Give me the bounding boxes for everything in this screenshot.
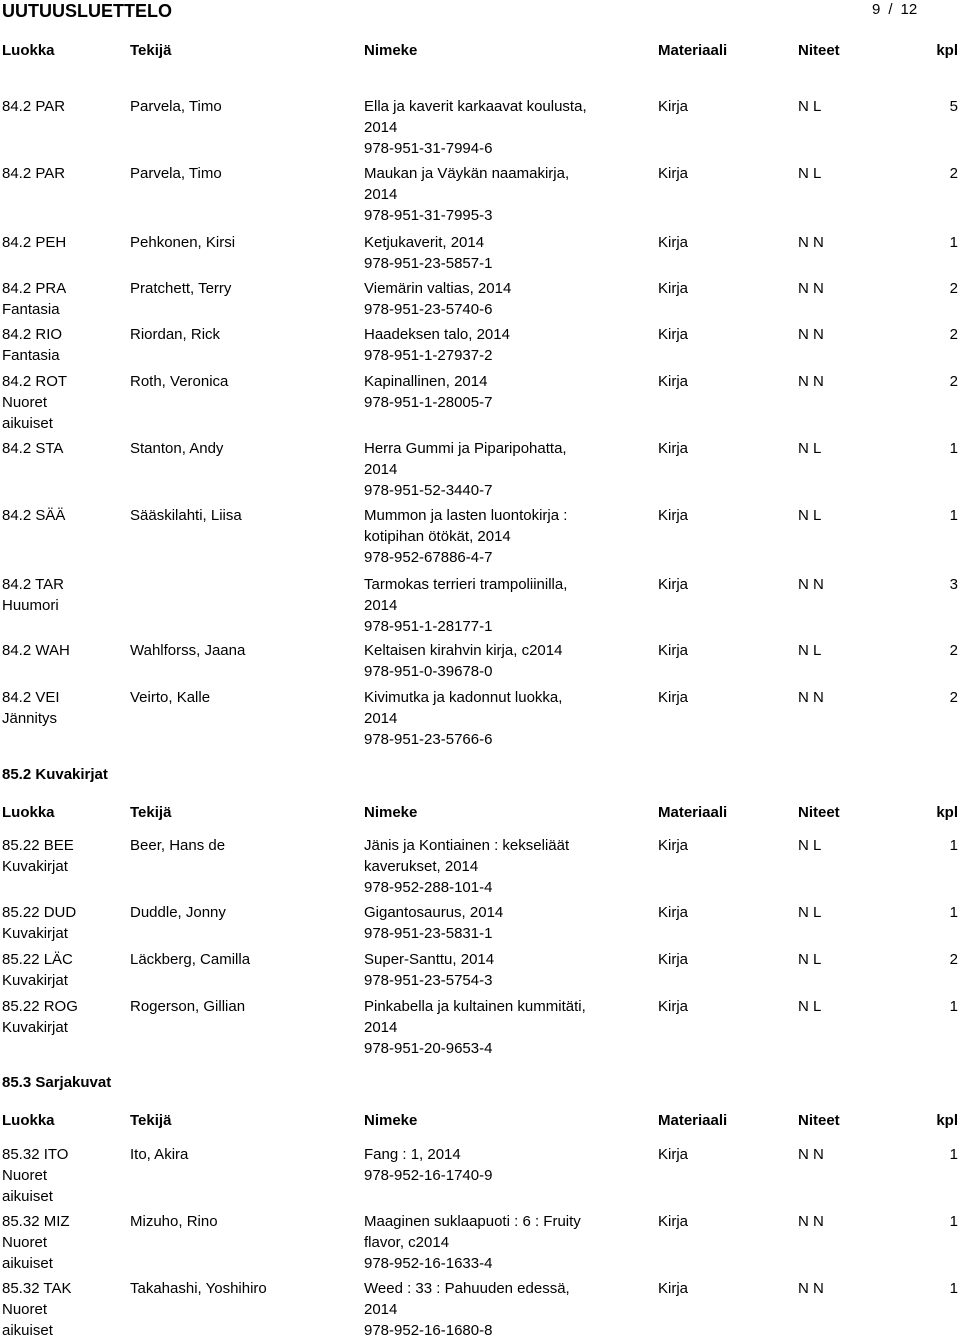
cell-nimeke-line: 978-951-31-7994-6 (364, 140, 493, 157)
cell-kpl: 2 (949, 689, 958, 706)
cell-luokka-line: Nuoret (2, 1301, 48, 1318)
cell-luokka-line: 85.22 ROG (2, 998, 78, 1015)
cell-nimeke (364, 949, 494, 991)
cell-luokka-line: Fantasia (2, 301, 60, 318)
cell-nimeke-line: Super-Santtu, 2014 (364, 951, 495, 968)
cell-luokka (2, 278, 66, 320)
cell-nimeke-line: Ella ja kaverit karkaavat koulusta, (364, 98, 587, 115)
cell-materiaali: Kirja (658, 1280, 689, 1297)
cell-luokka-line: Nuoret (2, 1234, 48, 1251)
section-heading: 85.3 Sarjakuvat (2, 1074, 112, 1091)
cell-materiaali: Kirja (658, 98, 689, 115)
cell-tekija: Pratchett, Terry (130, 280, 232, 297)
cell-luokka (2, 324, 62, 366)
cell-tekija: Takahashi, Yoshihiro (130, 1280, 267, 1297)
cell-luokka-line: 84.2 ROT (2, 373, 68, 390)
cell-nimeke (364, 438, 567, 501)
cell-nimeke (364, 232, 492, 274)
cell-nimeke-line: 978-951-23-5857-1 (364, 255, 493, 272)
cell-nimeke-line: 978-952-16-1740-9 (364, 1167, 493, 1184)
cell-luokka-line: Kuvakirjat (2, 1019, 68, 1036)
cell-luokka-line: 84.2 RIO (2, 326, 63, 343)
cell-nimeke-line: 2014 (364, 461, 398, 478)
cell-luokka-line: Huumori (2, 597, 59, 614)
column-header-niteet: Niteet (798, 1112, 840, 1129)
cell-nimeke-line: 2014 (364, 597, 398, 614)
cell-nimeke (364, 1278, 570, 1341)
cell-nimeke-line: kotipihan ötökät, 2014 (364, 528, 511, 545)
cell-luokka-line: 84.2 WAH (2, 642, 70, 659)
column-header-kpl: kpl (936, 1112, 958, 1129)
cell-luokka-line: aikuiset (2, 1255, 53, 1272)
cell-tekija: Wahlforss, Jaana (130, 642, 246, 659)
cell-nimeke-line: 978-951-20-9653-4 (364, 1040, 493, 1057)
cell-niteet: N N (798, 1213, 824, 1230)
cell-kpl: 1 (949, 1146, 958, 1163)
cell-luokka-line: 85.32 TAK (2, 1280, 72, 1297)
cell-kpl: 1 (949, 507, 958, 524)
column-header-tekija: Tekijä (130, 1112, 172, 1129)
cell-luokka (2, 996, 78, 1038)
cell-nimeke-line: Kapinallinen, 2014 (364, 373, 488, 390)
cell-nimeke-line: Keltaisen kirahvin kirja, c2014 (364, 642, 563, 659)
column-header-nimeke: Nimeke (364, 1112, 418, 1129)
cell-materiaali: Kirja (658, 280, 689, 297)
cell-materiaali: Kirja (658, 234, 689, 251)
cell-nimeke (364, 278, 511, 320)
cell-nimeke-line: kaverukset, 2014 (364, 858, 479, 875)
cell-nimeke (364, 96, 587, 159)
cell-nimeke-line: 978-952-16-1633-4 (364, 1255, 493, 1272)
cell-kpl: 1 (949, 904, 958, 921)
cell-kpl: 1 (949, 234, 958, 251)
cell-nimeke-line: 978-951-23-5831-1 (364, 925, 493, 942)
current-page: 9 (872, 1, 881, 18)
cell-luokka (2, 505, 65, 526)
cell-nimeke-line: 978-951-1-27937-2 (364, 347, 493, 364)
cell-tekija: Beer, Hans de (130, 837, 226, 854)
cell-niteet: N L (798, 904, 822, 921)
cell-niteet: N L (798, 98, 822, 115)
cell-luokka-line: 85.22 BEE (2, 837, 74, 854)
cell-luokka (2, 835, 74, 877)
column-header-niteet: Niteet (798, 804, 840, 821)
cell-niteet: N N (798, 373, 824, 390)
cell-nimeke-line: Weed : 33 : Pahuuden edessä, (364, 1280, 570, 1297)
cell-nimeke-line: 978-951-23-5740-6 (364, 301, 493, 318)
cell-tekija: Parvela, Timo (130, 165, 222, 182)
cell-niteet: N L (798, 998, 822, 1015)
total-pages: 12 (900, 1, 918, 18)
document-title: UUTUUSLUETTELO (2, 1, 172, 21)
cell-kpl: 2 (949, 951, 958, 968)
cell-materiaali: Kirja (658, 1146, 689, 1163)
cell-nimeke-line: 978-951-31-7995-3 (364, 207, 493, 224)
cell-luokka-line: 84.2 PAR (2, 165, 66, 182)
cell-luokka-line: Nuoret (2, 394, 48, 411)
cell-nimeke-line: Tarmokas terrieri trampoliinilla, (364, 576, 568, 593)
cell-kpl: 1 (949, 837, 958, 854)
column-header-materiaali: Materiaali (658, 804, 728, 821)
cell-luokka-line: aikuiset (2, 1188, 53, 1205)
column-header-row (0, 40, 960, 60)
cell-tekija: Stanton, Andy (130, 440, 224, 457)
cell-luokka-line: 84.2 TAR (2, 576, 64, 593)
cell-luokka (2, 438, 63, 459)
cell-nimeke-line: 2014 (364, 710, 398, 727)
cell-niteet: N L (798, 165, 822, 182)
cell-nimeke (364, 902, 503, 944)
cell-kpl: 5 (949, 98, 958, 115)
cell-luokka-line: 84.2 PEH (2, 234, 67, 251)
cell-nimeke (364, 324, 510, 366)
cell-niteet: N N (798, 234, 824, 251)
cell-luokka-line: Jännitys (2, 710, 58, 727)
cell-luokka-line: 84.2 VEI (2, 689, 60, 706)
cell-nimeke-line: Ketjukaverit, 2014 (364, 234, 485, 251)
cell-niteet: N N (798, 1146, 824, 1163)
cell-materiaali: Kirja (658, 326, 689, 343)
cell-luokka (2, 640, 70, 661)
cell-luokka (2, 96, 65, 117)
cell-nimeke-line: Pinkabella ja kultainen kummitäti, (364, 998, 586, 1015)
cell-nimeke (364, 163, 569, 226)
column-header-luokka: Luokka (2, 804, 55, 821)
cell-nimeke-line: 978-951-23-5754-3 (364, 972, 493, 989)
cell-luokka-line: Kuvakirjat (2, 858, 68, 875)
cell-materiaali: Kirja (658, 373, 689, 390)
column-header-nimeke: Nimeke (364, 804, 418, 821)
cell-tekija: Pehkonen, Kirsi (130, 234, 236, 251)
cell-nimeke (364, 574, 567, 637)
cell-materiaali: Kirja (658, 440, 689, 457)
cell-nimeke (364, 640, 562, 682)
cell-luokka-line: Kuvakirjat (2, 972, 68, 989)
cell-materiaali: Kirja (658, 998, 689, 1015)
cell-nimeke-line: 978-952-67886-4-7 (364, 549, 493, 566)
cell-nimeke-line: Kivimutka ja kadonnut luokka, (364, 689, 563, 706)
cell-nimeke-line: 978-951-1-28177-1 (364, 618, 493, 635)
cell-luokka-line: 85.22 LÄC (2, 951, 73, 968)
column-header-materiaali: Materiaali (658, 42, 728, 59)
cell-luokka-line: aikuiset (2, 1322, 53, 1339)
cell-luokka-line: 85.32 ITO (2, 1146, 69, 1163)
cell-luokka (2, 574, 64, 616)
cell-niteet: N N (798, 1280, 824, 1297)
cell-nimeke-line: flavor, c2014 (364, 1234, 450, 1251)
cell-kpl: 1 (949, 440, 958, 457)
cell-niteet: N L (798, 440, 822, 457)
cell-nimeke-line: Jänis ja Kontiainen : kekseliäät (364, 837, 570, 854)
cell-materiaali: Kirja (658, 904, 689, 921)
column-header-tekija: Tekijä (130, 804, 172, 821)
cell-nimeke-line: Maaginen suklaapuoti : 6 : Fruity (364, 1213, 581, 1230)
cell-kpl: 3 (949, 576, 958, 593)
cell-nimeke-line: 978-952-288-101-4 (364, 879, 493, 896)
cell-niteet: N L (798, 951, 822, 968)
cell-luokka-line: 84.2 PAR (2, 98, 66, 115)
cell-niteet: N N (798, 280, 824, 297)
column-header-kpl: kpl (936, 804, 958, 821)
cell-nimeke (364, 1211, 581, 1274)
cell-tekija: Mizuho, Rino (130, 1213, 218, 1230)
cell-kpl: 2 (949, 280, 958, 297)
cell-materiaali: Kirja (658, 507, 689, 524)
cell-nimeke-line: 978-952-16-1680-8 (364, 1322, 493, 1339)
cell-materiaali: Kirja (658, 165, 689, 182)
cell-kpl: 2 (949, 326, 958, 343)
cell-materiaali: Kirja (658, 576, 689, 593)
cell-materiaali: Kirja (658, 1213, 689, 1230)
cell-kpl: 2 (949, 165, 958, 182)
cell-luokka-line: 84.2 PRA (2, 280, 67, 297)
cell-luokka (2, 163, 65, 184)
cell-nimeke-line: Viemärin valtias, 2014 (364, 280, 512, 297)
column-header-row (0, 802, 960, 822)
cell-nimeke-line: Herra Gummi ja Piparipohatta, (364, 440, 567, 457)
cell-tekija: Sääskilahti, Liisa (130, 507, 242, 524)
column-header-row (0, 1110, 960, 1130)
cell-niteet: N L (798, 507, 822, 524)
cell-tekija: Roth, Veronica (130, 373, 229, 390)
cell-luokka (2, 1211, 70, 1274)
cell-niteet: N L (798, 642, 822, 659)
cell-kpl: 1 (949, 998, 958, 1015)
column-header-luokka: Luokka (2, 42, 55, 59)
column-header-niteet: Niteet (798, 42, 840, 59)
cell-luokka (2, 1144, 68, 1207)
cell-luokka-line: 84.2 STA (2, 440, 64, 457)
column-header-materiaali: Materiaali (658, 1112, 728, 1129)
cell-luokka-line: 85.32 MIZ (2, 1213, 70, 1230)
cell-nimeke-line: 978-951-1-28005-7 (364, 394, 493, 411)
column-header-tekija: Tekijä (130, 42, 172, 59)
cell-nimeke-line: Maukan ja Väykän naamakirja, (364, 165, 570, 182)
cell-tekija: Riordan, Rick (130, 326, 221, 343)
column-header-kpl: kpl (936, 42, 958, 59)
cell-niteet: N N (798, 326, 824, 343)
cell-nimeke-line: Haadeksen talo, 2014 (364, 326, 510, 343)
cell-tekija: Läckberg, Camilla (130, 951, 251, 968)
cell-tekija: Duddle, Jonny (130, 904, 226, 921)
cell-tekija: Parvela, Timo (130, 98, 222, 115)
cell-nimeke-line: Gigantosaurus, 2014 (364, 904, 504, 921)
cell-luokka (2, 902, 76, 944)
section-heading: 85.2 Kuvakirjat (2, 766, 108, 783)
cell-luokka (2, 1278, 72, 1341)
cell-nimeke-line: 2014 (364, 186, 398, 203)
cell-kpl: 1 (949, 1213, 958, 1230)
cell-nimeke-line: Mummon ja lasten luontokirja : (364, 507, 568, 524)
cell-nimeke (364, 996, 586, 1059)
cell-nimeke (364, 371, 492, 413)
cell-nimeke-line: 978-951-52-3440-7 (364, 482, 493, 499)
cell-nimeke (364, 835, 569, 898)
cell-luokka-line: Kuvakirjat (2, 925, 68, 942)
cell-nimeke (364, 505, 567, 568)
cell-kpl: 2 (949, 373, 958, 390)
cell-nimeke (364, 687, 562, 750)
cell-materiaali: Kirja (658, 642, 689, 659)
cell-luokka (2, 949, 73, 991)
cell-niteet: N N (798, 576, 824, 593)
cell-nimeke (364, 1144, 492, 1186)
cell-nimeke-line: 2014 (364, 1301, 398, 1318)
cell-tekija: Veirto, Kalle (130, 689, 211, 706)
cell-luokka (2, 687, 60, 729)
cell-kpl: 2 (949, 642, 958, 659)
cell-tekija: Ito, Akira (130, 1146, 189, 1163)
cell-materiaali: Kirja (658, 837, 689, 854)
page-number: 9 / 12 (872, 1, 918, 18)
cell-luokka-line: aikuiset (2, 415, 53, 432)
cell-luokka (2, 232, 66, 253)
cell-luokka-line: Nuoret (2, 1167, 48, 1184)
cell-niteet: N L (798, 837, 822, 854)
cell-luokka-line: Fantasia (2, 347, 60, 364)
cell-luokka-line: 85.22 DUD (2, 904, 77, 921)
cell-materiaali: Kirja (658, 689, 689, 706)
cell-luokka (2, 371, 67, 434)
cell-nimeke-line: 978-951-0-39678-0 (364, 663, 493, 680)
cell-niteet: N N (798, 689, 824, 706)
column-header-nimeke: Nimeke (364, 42, 418, 59)
cell-nimeke-line: Fang : 1, 2014 (364, 1146, 461, 1163)
cell-nimeke-line: 2014 (364, 119, 398, 136)
cell-luokka-line: 84.2 SÄÄ (2, 507, 66, 524)
cell-materiaali: Kirja (658, 951, 689, 968)
cell-tekija: Rogerson, Gillian (130, 998, 246, 1015)
cell-nimeke-line: 2014 (364, 1019, 398, 1036)
cell-nimeke-line: 978-951-23-5766-6 (364, 731, 493, 748)
cell-kpl: 1 (949, 1280, 958, 1297)
column-header-luokka: Luokka (2, 1112, 55, 1129)
